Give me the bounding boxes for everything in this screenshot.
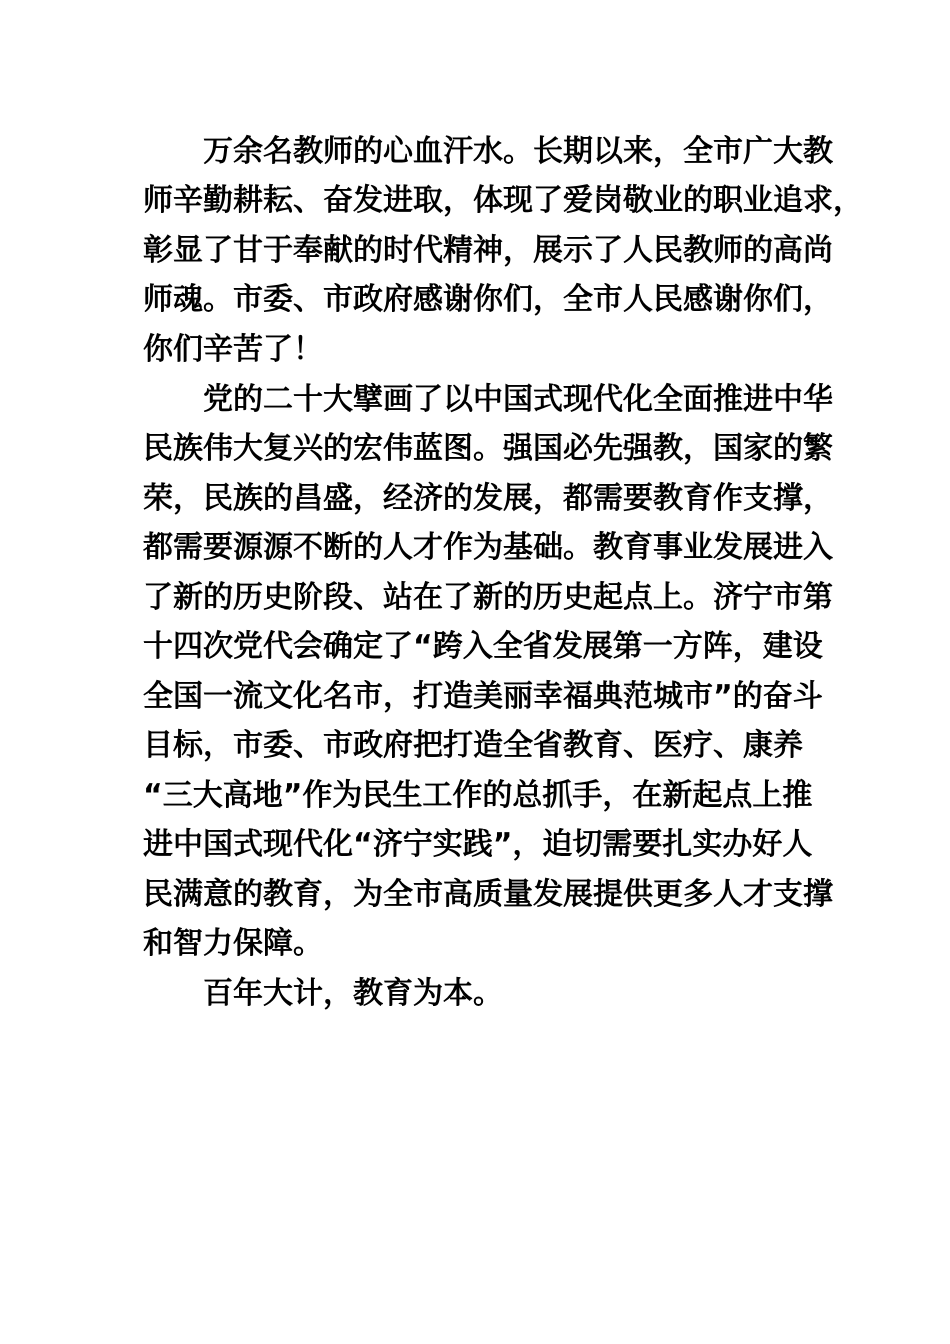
text-line: 荣，民族的昌盛，经济的发展，都需要教育作支撑，	[143, 481, 833, 516]
text-line: 你们辛苦了！	[143, 332, 323, 367]
text-line: 彰显了甘于奉献的时代精神，展示了人民教师的高尚	[143, 233, 833, 268]
text-line: 进中国式现代化“济宁实践”，迫切需要扎实办好人	[143, 827, 813, 862]
text-line: 民满意的教育，为全市高质量发展提供更多人才支撑	[143, 877, 833, 912]
text-line: “三大高地”作为民生工作的总抓手，在新起点上推	[143, 778, 813, 813]
text-line: 了新的历史阶段、站在了新的历史起点上。济宁市第	[143, 580, 833, 615]
text-line: 师辛勤耕耘、奋发进取，体现了爱岗敬业的职业追求，	[143, 183, 863, 218]
text-line: 民族伟大复兴的宏伟蓝图。强国必先强教，国家的繁	[143, 431, 833, 466]
text-line: 万余名教师的心血汗水。长期以来，全市广大教	[143, 134, 833, 169]
text-line: 目标，市委、市政府把打造全省教育、医疗、康养	[143, 728, 803, 763]
text-line: 全国一流文化名市，打造美丽幸福典范城市”的奋斗	[143, 679, 823, 714]
text-line: 十四次党代会确定了“跨入全省发展第一方阵，建设	[143, 629, 823, 664]
text-line: 百年大计，教育为本。	[143, 976, 503, 1011]
text-line: 和智力保障。	[143, 926, 323, 961]
text-line: 师魂。市委、市政府感谢你们，全市人民感谢你们，	[143, 282, 833, 317]
text-line: 党的二十大擘画了以中国式现代化全面推进中华	[143, 382, 833, 417]
text-line: 都需要源源不断的人才作为基础。教育事业发展进入	[143, 530, 833, 565]
